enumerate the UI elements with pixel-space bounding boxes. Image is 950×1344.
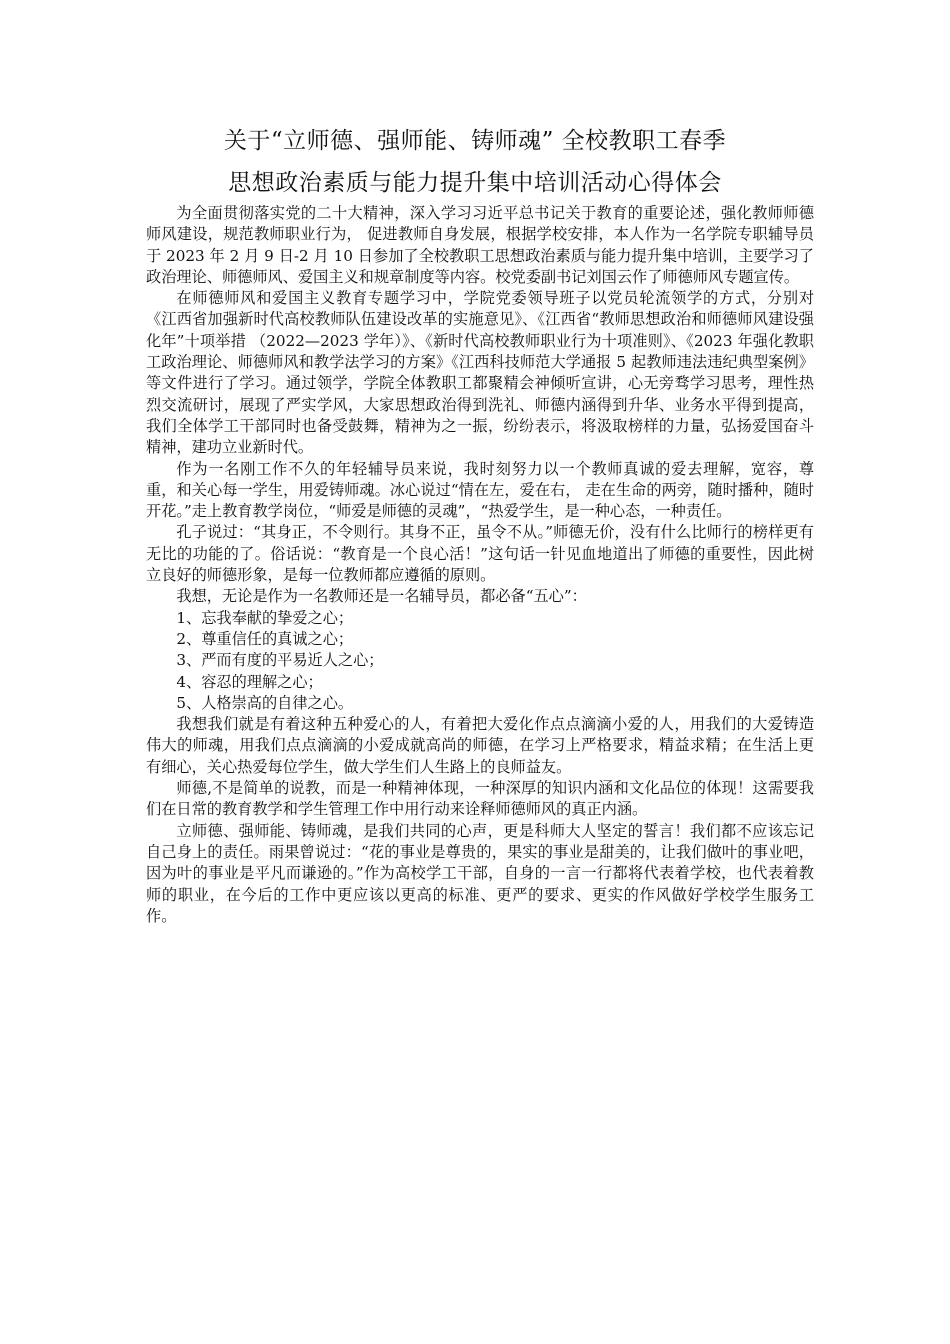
list-item: 2、尊重信任的真诚之心； (176, 629, 354, 648)
document-title (120, 120, 830, 204)
list-item: 1、忘我奉献的挚爱之心； (176, 608, 354, 627)
paragraph-five-hearts-intro: 我想，无论是作为一名教师还是一名辅导员，都必备“五心”： (176, 587, 587, 606)
paragraph-love: 我想我们就是有着这种五种爱心的人，有着把大爱化作点点滴滴小爱的人，用我们的大爱铸造伟大的师魂，用我们点点滴滴的小爱成就高尚的师德，在学习上严格要求，精益求精；在生活上更有细心，关心热爱每位学生，做大学生们人生路上的良师益友。 (146, 715, 814, 776)
list-item: 4、容忍的理解之心； (176, 672, 323, 691)
paragraph-study: 在师德师风和爱国主义教育专题学习中，学院党委领导班子以党员轮流领学的方式，分别对《江西省加强新时代高校教师队伍建设改革的实施意见》、《江西省“教师思想政治和师德师风建设强化年”十项举措 （2022—2023 学年）》、《新时代高校教师职业行为十项准则》、《2023 年强化教职工政治理论、师德师风和教学法学习的方案》《江西科技师范大学通报 5 起教师违法违纪典型案例》等文件进行了学习。通过领学，学院全体教职工都聚精会神倾听宣讲，心无旁骛学习思考，理性热烈交流研讨，展现了严实学风，大家思想政治得到洗礼、师德内涵得到升华、业务水平得到提高，我们全体学工干部同时也备受鼓舞，精神为之一振，纷纷表示，将汲取榜样的力量，弘扬爱国奋斗精神，建功立业新时代。 (146, 289, 814, 457)
paragraph-intro: 为全面贯彻落实党的二十大精神，深入学习习近平总书记关于教育的重要论述，强化教师师德师风建设，规范教师职业行为， 促进教师自身发展，根据学校安排，本人作为一名学院专职辅导员于 2023 年 2 月 9 日-2 月 10 日参加了全校教职工思想政治素质与能力提升集中培训，主要学习了政治理论、师德师风、爱国主义和规章制度等内容。校党委副书记刘国云作了师德师风专题宣传。 (146, 204, 814, 286)
paragraph-conclusion: 立师德、强师能、铸师魂，是我们共同的心声，更是科师大人坚定的誓言！我们都不应该忘记自己身上的责任。雨果曾说过：“花的事业是尊贵的，果实的事业是甜美的，让我们做叶的事业吧，因为叶的事业是平凡而谦逊的。”作为高校学工干部，自身的一言一行都将代表着学校，也代表着教师的职业，在今后的工作中更应该以更高的标准、更严的要求、更实的作风做好学校学生服务工作。 (146, 821, 814, 925)
title-line-1: 关于“立师德、强师能、铸师魂” 全校教职工春季 (223, 128, 727, 154)
paragraph-ethics: 师德,不是简单的说教，而是一种精神体现，一种深厚的知识内涵和文化品位的体现！这需要我们在日常的教育教学和学生管理工作中用行动来诠释师德师风的真正内涵。 (146, 779, 814, 819)
title-line-2: 思想政治素质与能力提升集中培训活动心得体会 (228, 170, 722, 196)
list-item: 3、严而有度的平易近人之心； (176, 651, 384, 670)
document-body (146, 203, 814, 927)
list-item: 5、人格崇高的自律之心。 (176, 693, 354, 712)
paragraph-counselor: 作为一名刚工作不久的年轻辅导员来说，我时刻努力以一个教师真诚的爱去理解，宽容，尊重，和关心每一学生，用爱铸师魂。冰心说过“情在左，爱在右， 走在生命的两旁，随时播种，随时开花。”走上教育教学岗位，“师爱是师德的灵魂”，“热爱学生，是一种心态，一种责任。 (146, 459, 814, 521)
paragraph-confucius: 孔子说过：“其身正，不令则行。其身不正，虽令不从。”师德无价，没有什么比师行的榜样更有无比的功能的了。俗话说：“教育是一个良心活！”这句话一针见血地道出了师德的重要性，因此树立良好的师德形象，是每一位教师都应遵循的原则。 (146, 523, 814, 585)
